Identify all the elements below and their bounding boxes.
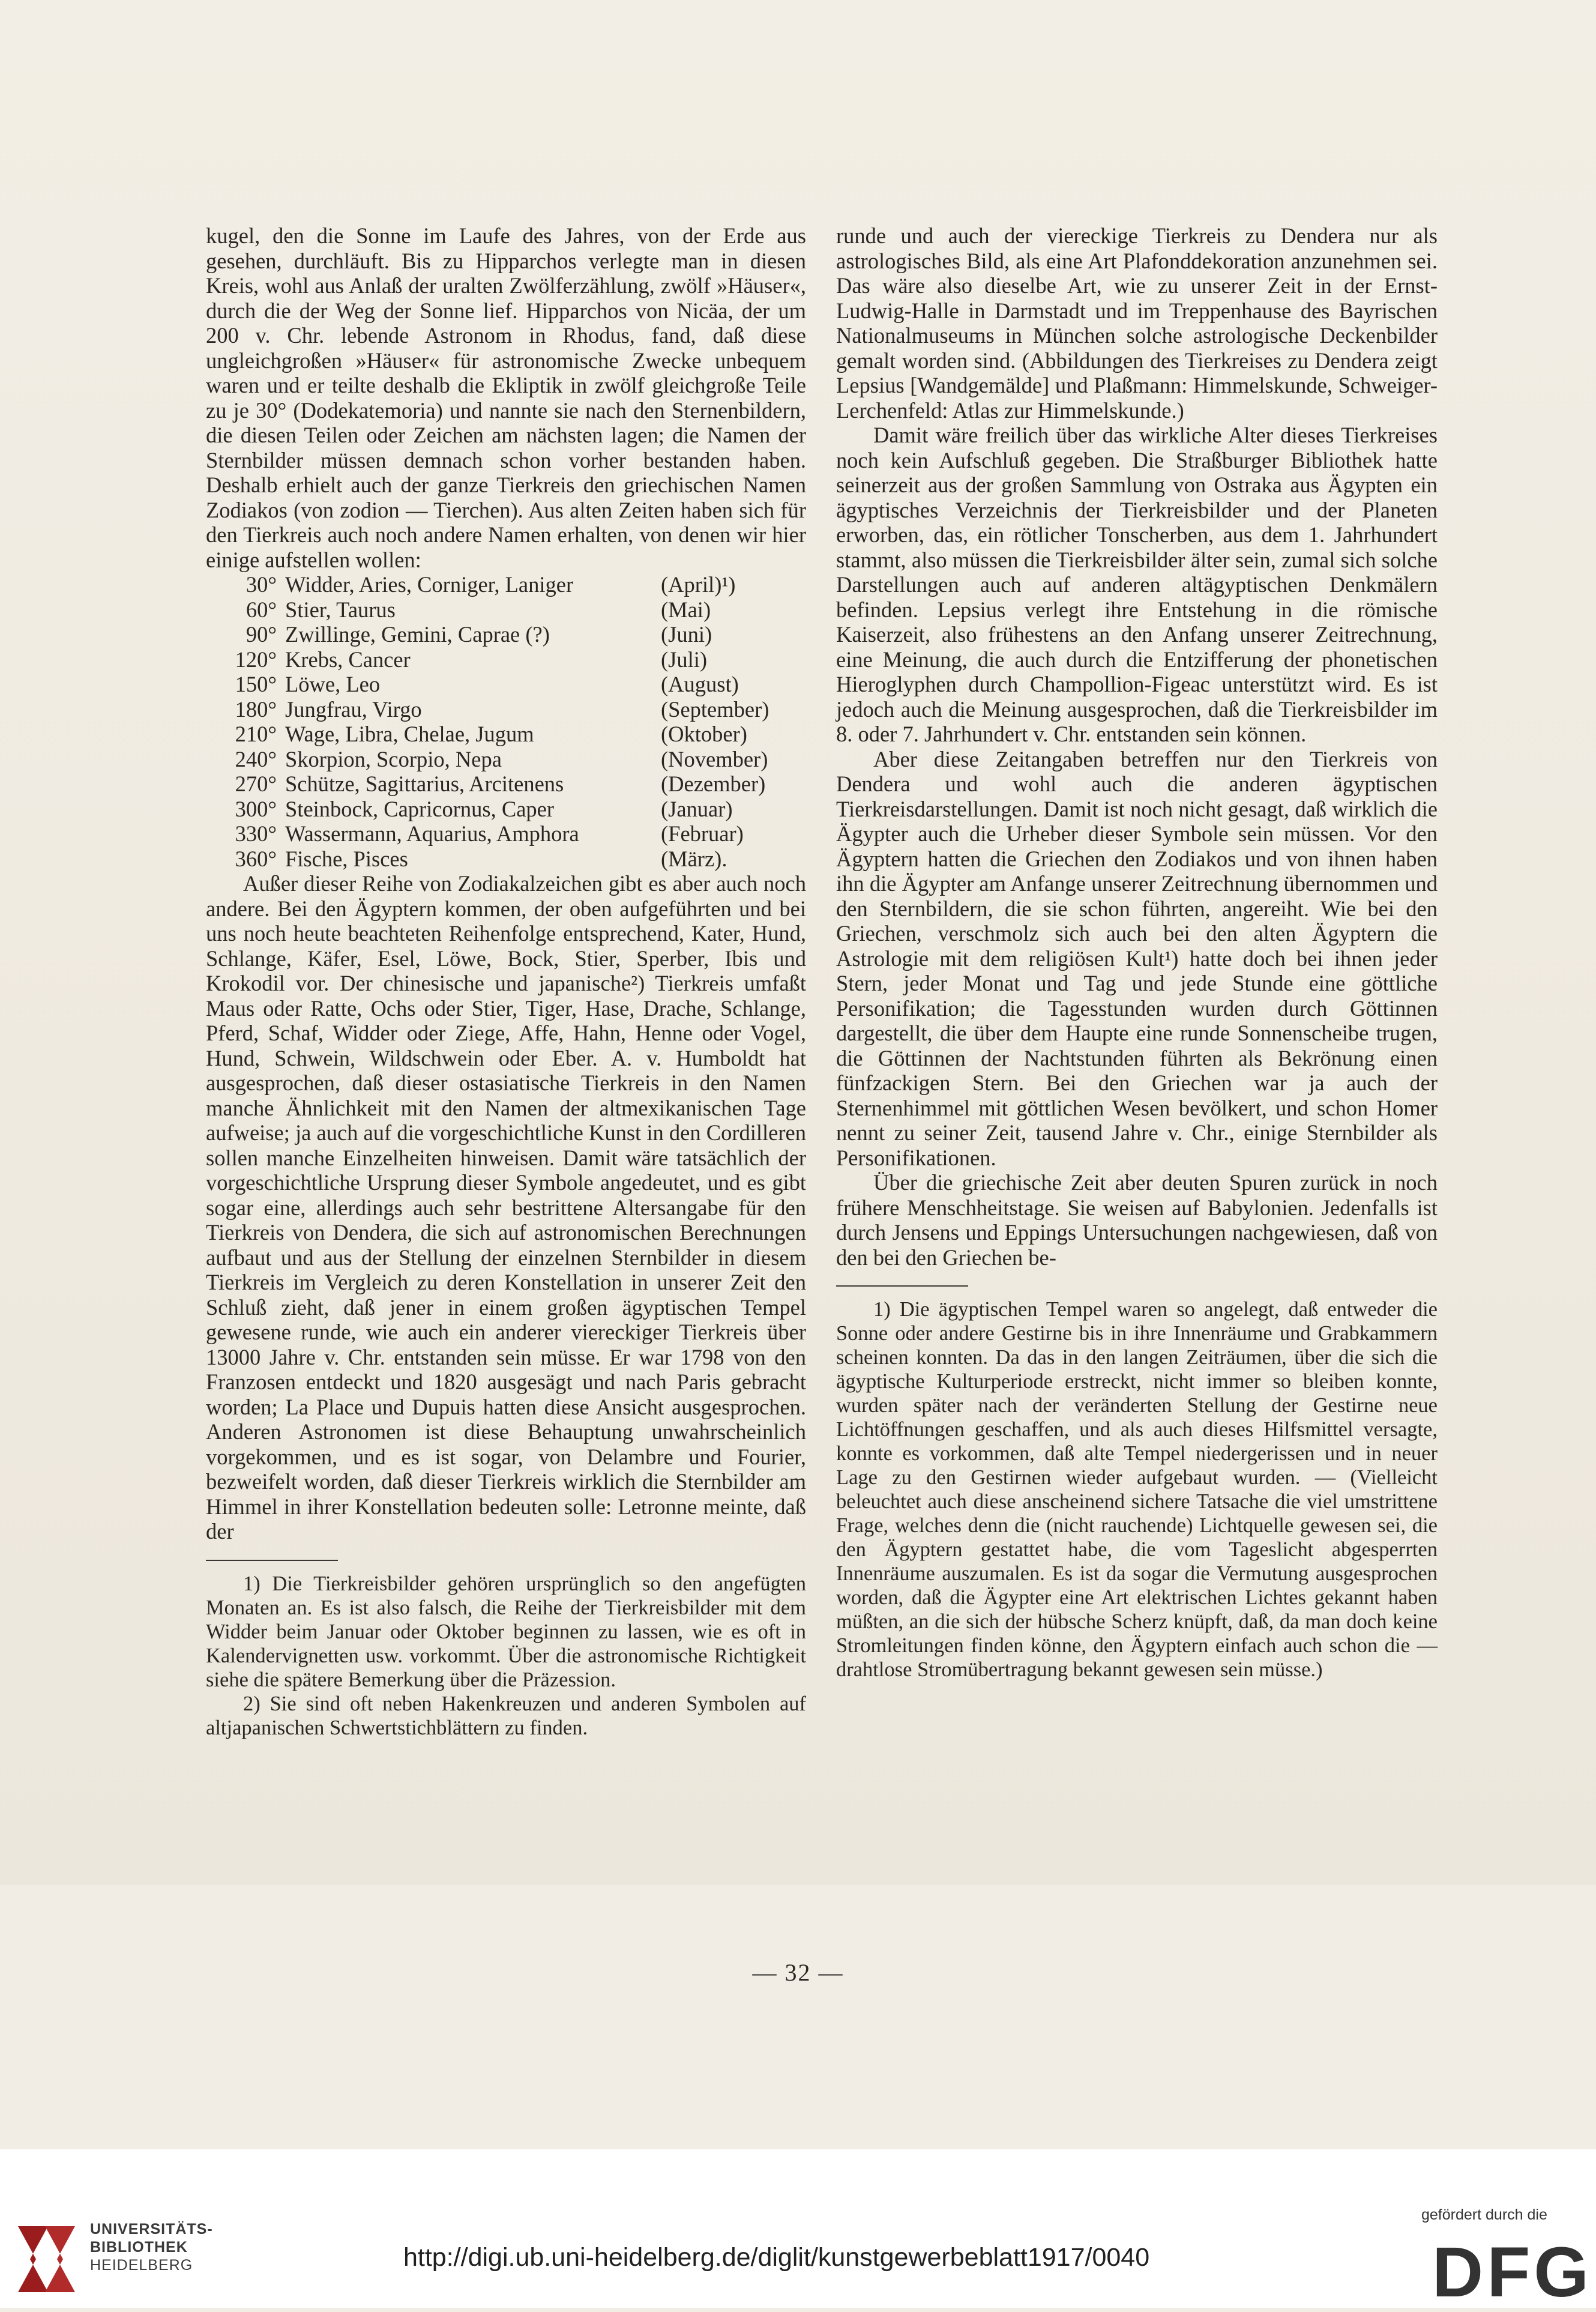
zodiac-names: Fische, Pisces — [285, 846, 408, 871]
zodiac-row — [206, 697, 806, 722]
zodiac-degree: 330° — [235, 821, 277, 846]
zodiac-month: (Juli) — [661, 647, 708, 672]
zodiac-degree: 180° — [235, 696, 277, 722]
right-column — [836, 223, 1438, 1682]
funding-caption: gefördert durch die — [1421, 2206, 1547, 2223]
zodiac-row — [206, 771, 806, 797]
zodiac-row — [206, 622, 806, 647]
zodiac-degree: 150° — [235, 672, 277, 696]
zodiac-row — [206, 672, 806, 697]
paragraph: Außer dieser Reihe von Zodiakalzeichen gibt es aber auch noch andere. Bei den Ägyptern kommen, der oben aufgeführten und bei uns noch heute beachteten Reihenfolge entsprechend, Kater, Hund, Schlange, Käfer, Esel, Löwe, Bock, Stier, Sperber, Ibis und Krokodil vor. Der chinesische und japanische²) Tierkreis umfaßt Maus oder Ratte, Ochs oder Stier, Tiger, Hase, Drache, Schlange, Pferd, Schaf, Widder oder Ziege, Affe, Hahn, Henne oder Vogel, Hund, Schwein, Wildschwein oder Eber. A. v. Humboldt hat ausgesprochen, daß dieser ostasiatische Tierkreis in den Namen manche Ähnlichkeit mit den Namen der altmexikanischen Tage aufweise; ja auch auf die vorgeschichtliche Kunst in den Cordilleren sollen manche Einzelheiten hinweisen. Damit wäre tatsächlich der vorgeschichtliche Ursprung dieser Symbole angedeutet, und es gibt sogar eine, allerdings auch sehr bestrittene Altersangabe für den Tierkreis von Dendera, die sich auf astronomischen Berechnungen aufbaut und aus der Stellung der einzelnen Sternbilder in diesem Tierkreis im Vergleich zu deren Konstellation in unserer Zeit den Schluß zieht, daß jener in einem großen ägyptischen Tempel gewesene runde, wie auch ein anderer viereckiger Tierkreis über 13000 Jahre v. Chr. entstanden sein müsse. Er war 1798 von den Franzosen entdeckt und 1820 ausgesägt und nach Paris gebracht worden; La Place und Dupuis hatten diese Ansicht ausgesprochen. Anderen Astronomen ist diese Behauptung unwahrscheinlich vorgekommen, und es ist sogar, von Delambre und Fourier, bezweifelt worden, daß dieser Tierkreis wirklich die Sternbilder am Himmel in ihrer Konstellation bedeuten solle: Letronne meinte, daß der — [206, 871, 806, 1544]
zodiac-month: (April)¹) — [661, 572, 736, 597]
dfg-logo: DFG — [1432, 2233, 1593, 2312]
zodiac-names: Wassermann, Aquarius, Amphora — [285, 821, 579, 846]
zodiac-row — [206, 647, 806, 672]
zodiac-names: Wage, Libra, Chelae, Jugum — [285, 722, 534, 746]
zodiac-degree: 210° — [235, 722, 277, 746]
zodiac-degree: 270° — [235, 771, 277, 796]
zodiac-row — [206, 572, 806, 597]
zodiac-month: (September) — [661, 696, 769, 722]
zodiac-names: Schütze, Sagittarius, Arcitenens — [285, 771, 564, 796]
zodiac-month: (August) — [661, 672, 739, 696]
zodiac-degree: 90° — [245, 622, 277, 647]
footnote: 1) Die Tierkreisbilder gehören ursprünglich so den angefügten Monaten an. Es ist also falsch, die Reihe der Tierkreisbilder mit dem Widder beim Januar oder Oktober beginnen zu lassen, wie es oft in Kalendervignetten usw. vorkommt. Über die astronomische Richtigkeit siehe die spätere Bemerkung über die Präzession. — [206, 1572, 806, 1691]
zodiac-table — [206, 572, 806, 871]
page-number: — 32 — — [752, 1959, 844, 1986]
zodiac-names: Skorpion, Scorpio, Nepa — [285, 746, 502, 771]
university-library-name: UNIVERSITÄTS- BIBLIOTHEK HEIDELBERG — [90, 2221, 213, 2274]
zodiac-row — [206, 847, 806, 872]
zodiac-month: (Dezember) — [661, 771, 766, 796]
footnote: 1) Die ägyptischen Tempel waren so angelegt, daß entweder die Sonne oder andere Gestirne bis in ihre Innenräume und Grabkammern scheinen konnten. Da das in den langen Zeiträumen, über die sich die ägyptische Kulturperiode erstreckt, nicht immer so bleiben konnte, wurden später nach der veränderten Stellung der Gestirne neue Lichtöffnungen geschaffen, und als auch dieses Hilfsmittel versagte, konnte es vorkommen, daß alte Tempel niedergerissen und in neuer Lage zu den Gestirnen wieder aufgebaut wurden. — (Vielleicht beleuchtet auch diese anscheinend sichere Tatsache die viel umstrittene Frage, welches denn die (nicht rauchende) Lichtquelle gewesen sei, die den Ägyptern gestattet habe, die vom Tageslicht abgesperrten Innenräume auszumalen. Es ist da sogar die Vermutung ausgesprochen worden, daß die Ägypter eine Art elektrischen Lichtes gekannt haben müßten, an die sich der hübsche Scherz knüpft, daß, da man doch keine Stromleitungen finden könne, den Ägyptern einfach auch schon die — drahtlose Stromübertragung bekannt gewesen sein müsse.) — [836, 1298, 1438, 1681]
zodiac-names: Jungfrau, Virgo — [285, 696, 422, 722]
footer-bar — [0, 2149, 1596, 2312]
zodiac-row — [206, 797, 806, 822]
paragraph: Damit wäre freilich über das wirkliche Alter dieses Tierkreises noch kein Aufschluß gegeben. Die Straßburger Bibliothek hatte seinerzeit aus der großen Sammlung von Ostraka aus Ägypten ein ägyptisches Verzeichnis der Tierkreisbilder und der Planeten erworben, das, ein rötlicher Tonscherben, aus dem 1. Jahrhundert stammt, also müssen die Tierkreisbilder älter sein, zumal sich solche Darstellungen auch auf anderen altägyptischen Denkmälern befinden. Lepsius verlegt ihre Entstehung in die römische Kaiserzeit, also frühestens an den Anfang unserer Zeitrechnung, eine Meinung, die auch durch die Entzifferung der phonetischen Hieroglyphen durch Champollion-Figeac unterstützt wird. Es ist jedoch auch die Meinung ausgesprochen, daß die Tierkreisbilder im 8. oder 7. Jahrhundert v. Chr. entstanden sein können. — [836, 423, 1438, 746]
zodiac-degree: 300° — [235, 796, 277, 821]
zodiac-row — [206, 722, 806, 747]
zodiac-names: Krebs, Cancer — [285, 647, 411, 672]
paragraph: Über die griechische Zeit aber deuten Spuren zurück in noch frühere Menschheitstage. Sie weisen auf Babylonien. Jedenfalls ist durch Jensens und Eppings Untersuchungen nachgewiesen, daß von den bei den Griechen be- — [836, 1170, 1438, 1270]
zodiac-names: Stier, Taurus — [285, 597, 396, 622]
zodiac-names: Widder, Aries, Corniger, Laniger — [285, 572, 574, 597]
zodiac-month: (Februar) — [661, 821, 744, 846]
zodiac-names: Zwillinge, Gemini, Caprae (?) — [285, 622, 550, 647]
zodiac-row — [206, 821, 806, 847]
zodiac-month: (Mai) — [661, 597, 711, 622]
university-library-logo-icon — [12, 2214, 84, 2304]
zodiac-degree: 120° — [235, 647, 277, 672]
left-column — [206, 223, 806, 1740]
zodiac-month: (Oktober) — [661, 722, 747, 746]
zodiac-degree: 30° — [245, 572, 277, 597]
zodiac-month: (Januar) — [661, 796, 733, 821]
zodiac-names: Löwe, Leo — [285, 672, 381, 696]
zodiac-row — [206, 747, 806, 772]
paragraph: kugel, den die Sonne im Laufe des Jahres, von der Erde aus gesehen, durchläuft. Bis zu Hipparchos verlegte man in diesen Kreis, wohl aus Anlaß der uralten Zwölferzählung, zwölf »Häuser«, durch die der Weg der Sonne lief. Hipparchos von Nicäa, der um 200 v. Chr. lebende Astronom in Rhodus, fand, daß diese ungleichgroßen »Häuser« für astronomische Zwecke unbequem waren und er teilte deshalb die Ekliptik in zwölf gleichgroße Teile zu je 30° (Dodekatemoria) und nannte sie nach den Sternenbildern, die diesen Teilen oder Zeichen am nächsten lagen; die Namen der Sternbilder müssen demnach schon vorher bestanden haben. Deshalb erhielt auch der ganze Tierkreis den griechischen Namen Zodiakos (von zodion — Tierchen). Aus alten Zeiten haben sich für den Tierkreis auch noch andere Namen erhalten, von denen wir hier einige aufstellen wollen: — [206, 223, 806, 572]
zodiac-row — [206, 597, 806, 623]
zodiac-degree: 240° — [235, 746, 277, 771]
paragraph: runde und auch der viereckige Tierkreis zu Dendera nur als astrologisches Bild, als eine Art Plafonddekoration anzunehmen sei. Das wäre also dieselbe Art, wie zu unserer Zeit in der Ernst-Ludwig-Halle in Darmstadt und im Treppenhause des Bayrischen Nationalmuseums in München solche astrologische Deckenbilder gemalt worden sind. (Abbildungen des Tierkreises zu Dendera zeigt Lepsius [Wandgemälde] und Plaßmann: Himmelskunde, Schweiger-Lerchenfeld: Atlas zur Himmelskunde.) — [836, 223, 1438, 423]
source-url-link[interactable]: http://digi.ub.uni-heidelberg.de/diglit/kunstgewerbeblatt1917/0040 — [403, 2243, 1150, 2272]
zodiac-month: (Juni) — [661, 622, 712, 647]
footnote: 2) Sie sind oft neben Hakenkreuzen und anderen Symbolen auf altjapanischen Schwertstichblättern zu finden. — [206, 1692, 806, 1739]
zodiac-degree: 60° — [245, 597, 277, 622]
zodiac-names: Steinbock, Capricornus, Caper — [285, 796, 555, 821]
zodiac-month: (März). — [661, 846, 727, 871]
footnote-divider — [836, 1285, 968, 1287]
zodiac-month: (November) — [661, 746, 768, 771]
zodiac-degree: 360° — [235, 846, 277, 871]
paragraph: Aber diese Zeitangaben betreffen nur den Tierkreis von Dendera und wohl auch die anderen ägyptischen Tierkreisdarstellungen. Damit ist noch nicht gesagt, daß wirklich die Ägypter auch die Urheber dieser Symbole sein müssen. Vor den Ägyptern hatten die Griechen den Zodiakos und von ihnen haben ihn die Ägypter am Anfange unserer Zeitrechnung übernommen und den Sternbildern, die sie schon führten, angereiht. Wie bei den Griechen, verschmolz sich auch bei den alten Ägyptern die Astrologie mit dem religiösen Kult¹) hatte doch bei ihnen jeder Stern, jeder Monat und Tag und jede Stunde eine göttliche Personifikation; die Tagesstunden wurden durch Göttinnen dargestellt, die über dem Haupte eine runde Sonnenscheibe trugen, die Göttinnen der Nachtstunden führten als Bekrönung einen fünfzackigen Stern. Bei den Griechen war ja auch der Sternenhimmel mit göttlichen Wesen bevölkert, und schon Homer nennt zu seiner Zeit, tausend Jahre v. Chr., einige Sternbilder als Personifikationen. — [836, 746, 1438, 1170]
footnote-divider — [206, 1560, 338, 1561]
